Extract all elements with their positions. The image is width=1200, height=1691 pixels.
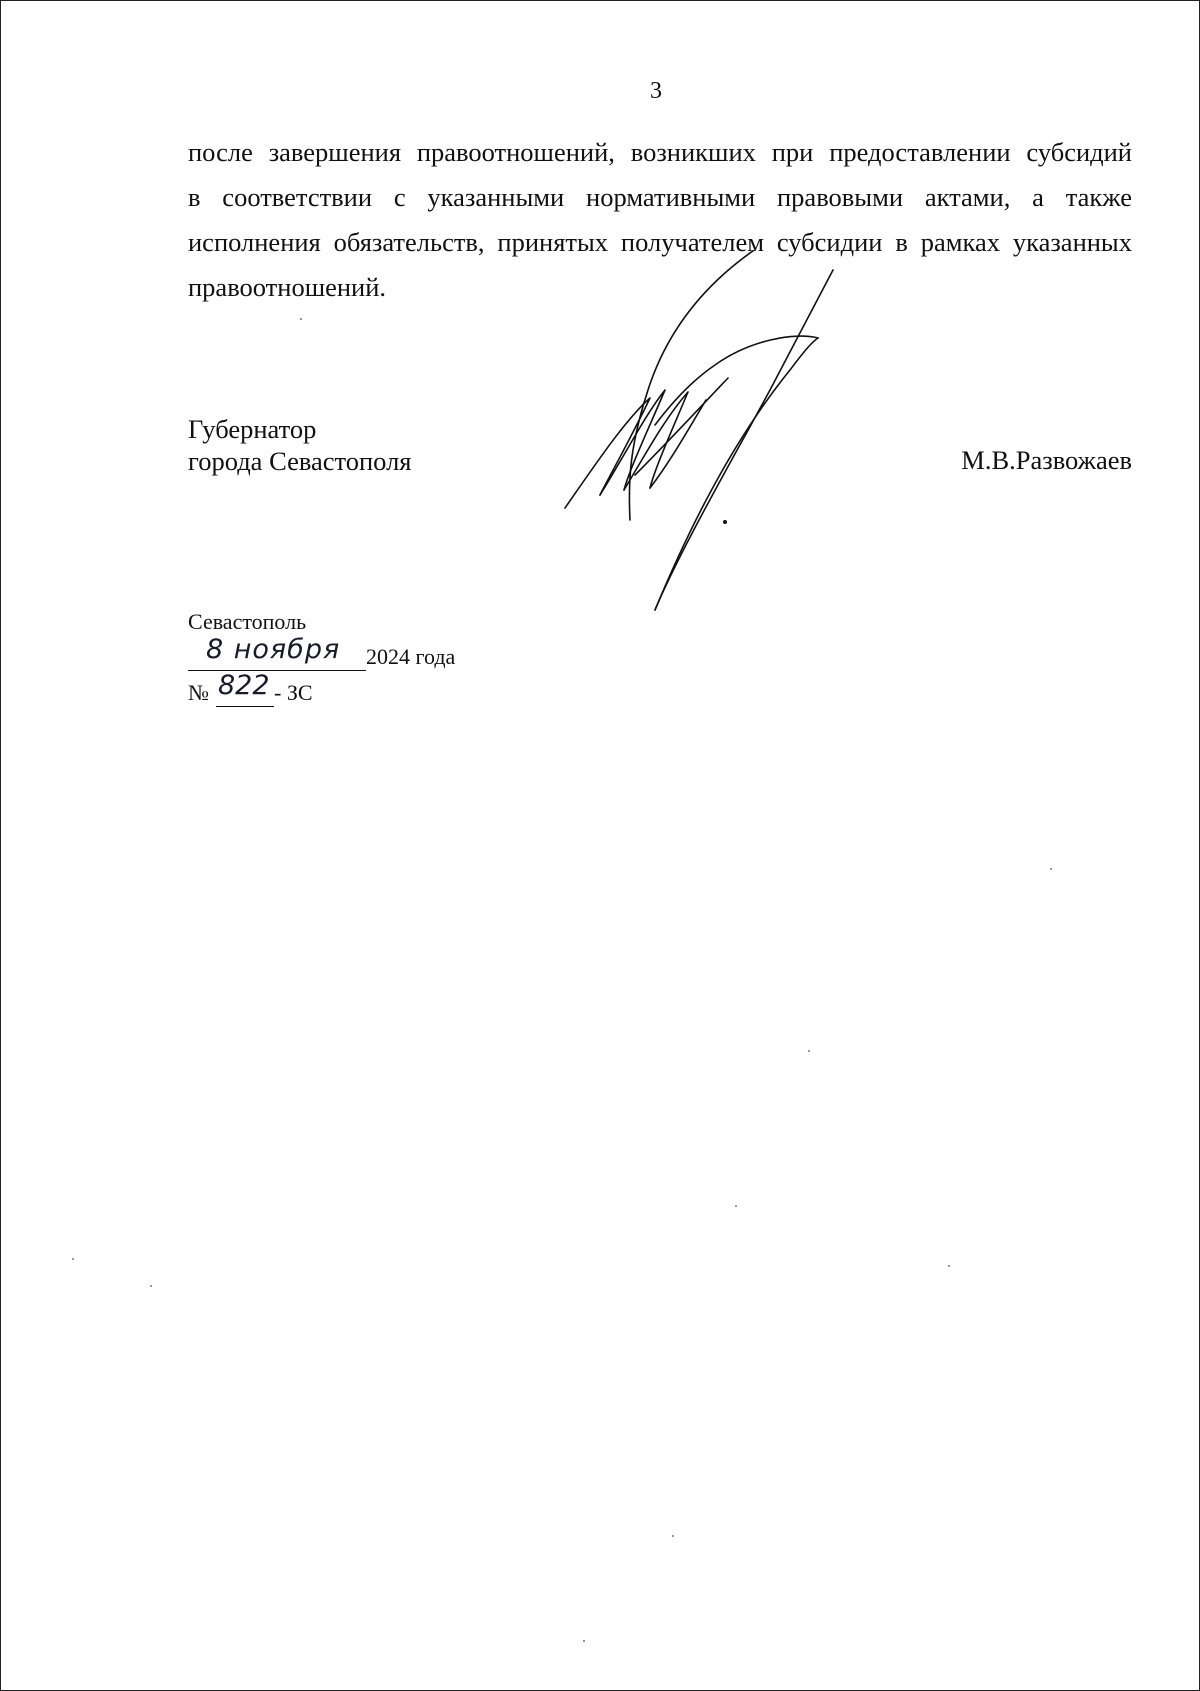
scan-speck xyxy=(583,1640,585,1642)
scan-speck xyxy=(672,1535,674,1537)
scan-speck xyxy=(72,1258,74,1260)
signer-name: М.В.Развожаев xyxy=(961,445,1132,475)
date-underline xyxy=(188,670,366,671)
handwritten-number: 822 xyxy=(218,670,270,701)
number-underline xyxy=(216,706,274,707)
number-sign: № xyxy=(188,680,209,705)
signature-drawing xyxy=(560,250,860,630)
scan-speck xyxy=(300,318,302,320)
signing-place: Севастополь xyxy=(188,609,307,634)
scan-speck xyxy=(948,1265,950,1267)
scan-speck xyxy=(808,1050,810,1052)
body-line: исполнения обязательств, принятых получателем субсидии в рамках указанных xyxy=(188,227,1132,257)
number-suffix: - ЗС xyxy=(274,680,313,705)
body-line: правоотношений. xyxy=(188,272,387,302)
scan-speck xyxy=(1050,868,1052,870)
position-line-2: города Севастополя xyxy=(188,446,412,476)
body-line: в соответствии с указанными нормативными правовыми актами, а также xyxy=(188,182,1132,212)
page-number: 3 xyxy=(650,78,662,104)
handwritten-signature xyxy=(560,250,860,630)
signer-position xyxy=(188,413,412,477)
body-line: после завершения правоотношений, возникших при предоставлении субсидий xyxy=(188,137,1132,167)
signing-date xyxy=(188,634,508,674)
document-number xyxy=(188,670,388,710)
date-year: 2024 года xyxy=(366,644,456,669)
position-line-1: Губернатор xyxy=(188,414,317,444)
scan-speck xyxy=(150,1285,152,1287)
scan-speck xyxy=(735,1205,737,1207)
handwritten-date: 8 ноября xyxy=(206,634,341,665)
